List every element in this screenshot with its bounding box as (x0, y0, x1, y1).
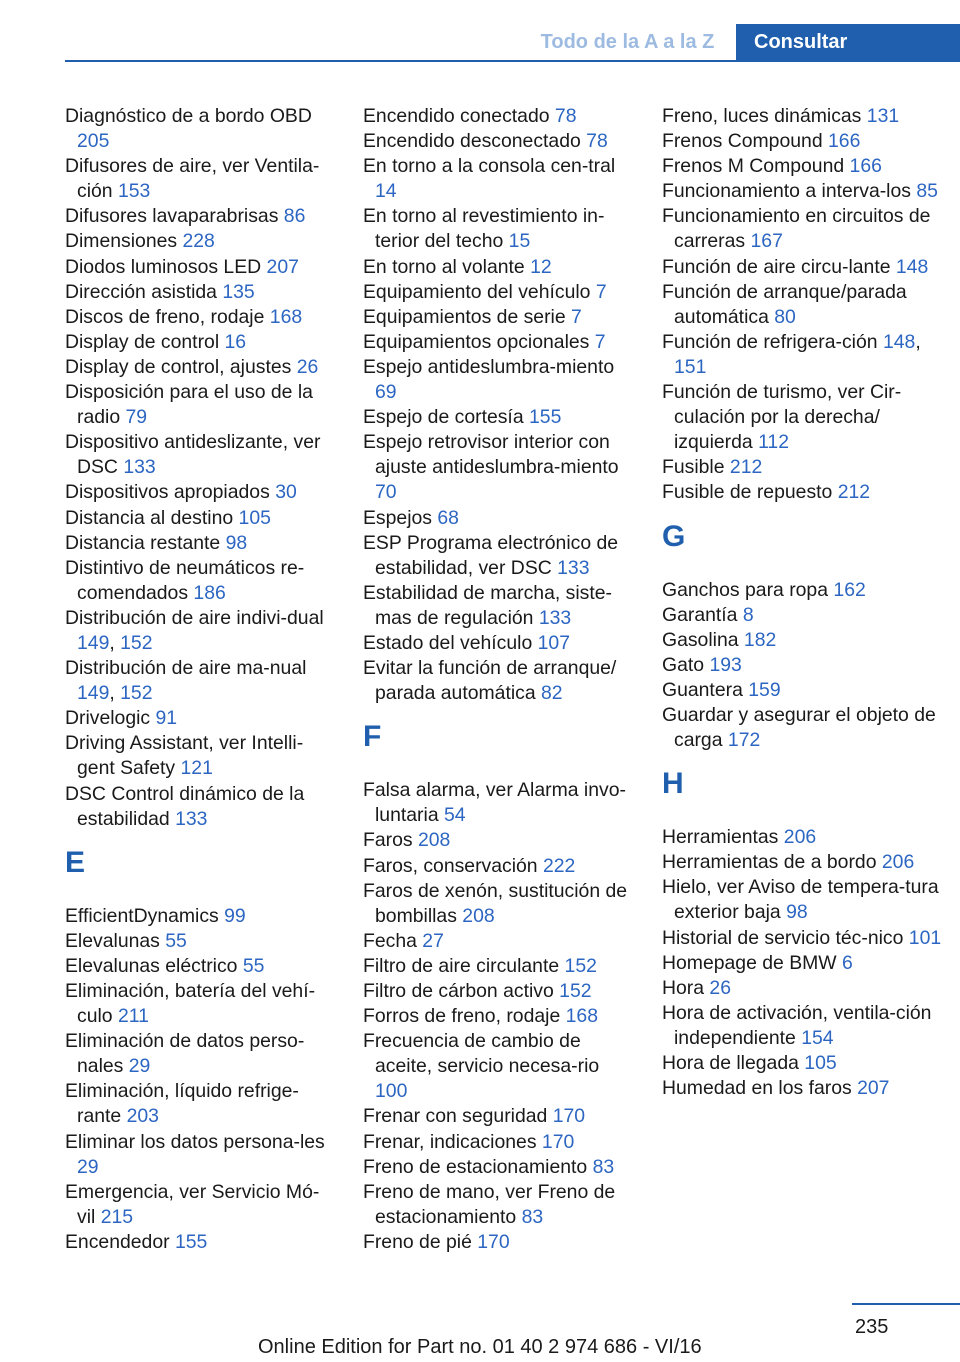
page-link[interactable]: 98 (786, 901, 808, 924)
page-link[interactable]: 206 (783, 826, 817, 849)
page-link[interactable]: 99 (224, 904, 246, 927)
index-entry (662, 179, 952, 204)
page-link[interactable]: 83 (521, 1205, 544, 1228)
index-term: Freno de estacionamiento (363, 1155, 593, 1178)
page-link[interactable]: 208 (417, 829, 451, 852)
index-term: Eliminar los datos persona-les (65, 1130, 325, 1153)
page-link[interactable]: 12 (530, 255, 552, 278)
page-link[interactable]: 166 (828, 130, 861, 153)
index-term: Función de turismo, ver Cir-culación por la derecha/ izquierda (662, 381, 902, 454)
index-term: Guantera (662, 678, 749, 701)
page-link[interactable]: 228 (182, 230, 215, 253)
index-entry (662, 603, 952, 628)
index-entry (363, 778, 633, 828)
page-link[interactable]: 205 (77, 130, 110, 153)
page-link[interactable]: 105 (238, 506, 271, 529)
page-link[interactable]: 98 (225, 531, 248, 554)
page-link[interactable]: 107 (537, 631, 570, 654)
page-link[interactable]: 78 (554, 105, 577, 127)
page-link[interactable]: 186 (193, 581, 226, 604)
page-link[interactable]: 80 (774, 305, 796, 328)
page-link[interactable]: 29 (128, 1055, 151, 1078)
page-link[interactable]: 148 (882, 330, 916, 353)
index-term: Elevalunas (65, 929, 166, 952)
page-link[interactable]: 208 (462, 904, 495, 927)
index-term: DSC Control dinámico de la estabilidad (65, 782, 305, 830)
index-entry (662, 204, 952, 254)
index-entry (65, 929, 337, 954)
index-entry (65, 979, 337, 1029)
page-link[interactable]: 82 (541, 682, 563, 705)
index-entry (65, 706, 337, 731)
index-entry (363, 656, 633, 706)
page-link[interactable]: 206 (881, 851, 915, 874)
section-letter: E (65, 845, 86, 879)
index-term: Frenos M Compound (662, 155, 850, 178)
index-entry (363, 954, 633, 979)
index-term: Dimensiones (65, 230, 183, 253)
index-entry (363, 581, 633, 631)
index-term: Faros, conservación (363, 854, 543, 877)
index-term: En torno al volante (363, 255, 531, 278)
footer-rule (852, 1303, 960, 1305)
index-entry (363, 255, 633, 280)
index-entry (65, 531, 337, 556)
index-term: Espejos (363, 506, 438, 529)
page-link[interactable]: 152 (559, 980, 592, 1002)
index-term: Encendido conectado (363, 105, 555, 127)
index-term: Distribución de aire ma-nual (65, 657, 307, 680)
index-entry (65, 204, 337, 229)
index-term: Herramientas (662, 826, 784, 849)
index-term: Frecuencia de cambio de aceite, servicio necesa-rio (363, 1030, 600, 1078)
tab-consultar[interactable]: Consultar (736, 24, 960, 60)
page-link[interactable]: 54 (444, 804, 466, 827)
page-link[interactable]: 207 (266, 255, 299, 278)
index-term: Drivelogic (65, 707, 156, 730)
page-link[interactable]: 70 (375, 481, 397, 504)
page-link[interactable]: 149 (77, 682, 110, 705)
index-term: Difusores de aire, ver Ventila-ción (65, 155, 320, 203)
index-entry (363, 330, 633, 355)
index-entry (65, 556, 337, 606)
index-entry (662, 1001, 952, 1051)
page-link[interactable]: 170 (541, 1130, 575, 1153)
index-entry (662, 578, 952, 603)
index-term: Encendido desconectado (363, 130, 587, 153)
index-entry (363, 929, 633, 954)
index-entry (363, 1029, 633, 1104)
index-term: Encendedor (65, 1230, 175, 1253)
page-link[interactable]: 105 (804, 1052, 837, 1074)
index-term: Faros de xenón, sustitución de bombillas (363, 879, 628, 927)
page-link[interactable]: 30 (275, 481, 297, 504)
index-term: Frenos Compound (662, 130, 828, 153)
index-entry (363, 355, 633, 405)
index-entry (662, 850, 952, 875)
page-link[interactable]: 151 (674, 355, 707, 378)
index-entry (662, 380, 952, 455)
page-link[interactable]: 193 (709, 653, 742, 676)
section-letter: H (662, 767, 684, 801)
page-link[interactable]: 155 (529, 406, 562, 429)
index-entry (363, 1155, 633, 1180)
page-link[interactable]: 207 (857, 1077, 890, 1100)
index-term: Gato (662, 653, 710, 676)
page-link[interactable]: 6 (841, 951, 853, 974)
index-term: Humedad en los faros (662, 1077, 858, 1100)
index-entry (65, 355, 337, 380)
page-link[interactable]: 159 (748, 678, 781, 701)
index-entry (65, 731, 337, 781)
index-entry (65, 330, 337, 355)
index-entry (65, 154, 337, 204)
index-entry (65, 229, 337, 254)
index-term: En torno a la consola cen-tral (363, 155, 616, 178)
index-term: Estabilidad de marcha, siste-mas de regulación (363, 581, 612, 629)
index-entry (363, 1004, 633, 1029)
index-term: Hielo, ver Aviso de tempera-tura exterior baja (662, 876, 939, 924)
index-entry (65, 954, 337, 979)
page-link[interactable]: 112 (758, 431, 789, 454)
page-link[interactable]: 68 (437, 506, 459, 529)
page-link[interactable]: 168 (565, 1005, 598, 1028)
index-term: Espejo de cortesía (363, 406, 529, 429)
page-link[interactable]: 168 (269, 305, 303, 328)
index-term: Forros de freno, rodaje (363, 1005, 566, 1028)
index-entry (363, 154, 633, 204)
index-term: Función de arranque/parada automática (662, 280, 907, 328)
page-link[interactable]: 78 (586, 130, 608, 153)
index-term: Historial de servicio téc-nico (662, 926, 909, 949)
index-column-1 (65, 104, 337, 1255)
page-link[interactable]: 7 (571, 305, 582, 328)
page-link[interactable]: 26 (709, 976, 731, 999)
index-entry (65, 480, 337, 505)
index-entry (65, 1180, 337, 1230)
index-entry (662, 628, 952, 653)
index-term: Diodos luminosos LED (65, 255, 267, 278)
index-term: Fecha (363, 929, 423, 952)
index-term: Fusible (662, 456, 730, 479)
page-link[interactable]: 153 (117, 180, 151, 203)
index-column-3 (662, 104, 952, 1101)
index-entry (65, 430, 337, 480)
page-link[interactable]: 149 (77, 631, 110, 654)
index-entry (363, 430, 633, 505)
index-entry (363, 854, 633, 879)
page-link[interactable]: 152 (120, 631, 153, 654)
page-link[interactable]: 166 (849, 155, 882, 178)
index-entry (363, 1230, 633, 1255)
index-entry (65, 782, 337, 832)
page-link[interactable]: 222 (542, 854, 576, 877)
index-term: Dirección asistida (65, 280, 223, 303)
header-rule (65, 60, 960, 62)
page-link[interactable]: 162 (833, 578, 866, 601)
index-column-2 (363, 104, 633, 1255)
page-link[interactable]: 152 (564, 954, 597, 977)
index-term: Distribución de aire indivi-dual (65, 606, 324, 629)
index-term: Diagnóstico de a bordo OBD (65, 105, 312, 127)
index-entry (662, 154, 952, 179)
index-entry (662, 129, 952, 154)
index-entry: Función de refrigera-ción 148, 151 (662, 330, 921, 378)
page-link[interactable]: 170 (552, 1105, 586, 1128)
index-term: Garantía (662, 603, 743, 626)
index-term: Homepage de BMW (662, 951, 842, 974)
page-link[interactable]: 172 (727, 729, 761, 752)
index-entry (65, 1029, 337, 1079)
page-link[interactable]: 79 (125, 406, 148, 429)
index-term: Display de control (65, 330, 225, 353)
index-entry (65, 280, 337, 305)
page-link[interactable]: 167 (750, 230, 783, 253)
index-term: Difusores lavaparabrisas (65, 205, 284, 228)
index-term: En torno al revestimiento in-terior del techo (363, 205, 605, 253)
page-link[interactable]: 27 (422, 929, 444, 952)
index-term: Ganchos para ropa (662, 578, 834, 601)
index-entry (65, 1079, 337, 1129)
page-link[interactable]: 86 (283, 205, 306, 228)
index-entry (662, 926, 952, 951)
index-entry (363, 204, 633, 254)
index-entry (662, 951, 952, 976)
page-link[interactable]: 101 (908, 926, 942, 949)
index-entry: Distribución de aire ma-nual 149, 152 (65, 657, 307, 705)
index-entry (662, 455, 952, 480)
page-link[interactable]: 7 (594, 330, 606, 353)
index-entry (363, 979, 633, 1004)
index-term: Freno de pié (363, 1230, 478, 1253)
index-entry (363, 1104, 633, 1129)
index-entry (363, 1130, 633, 1155)
index-entry (662, 1076, 952, 1101)
page-link[interactable]: 16 (224, 330, 247, 353)
index-entry (65, 380, 337, 430)
index-entry (65, 1230, 337, 1255)
index-entry (662, 825, 952, 850)
index-term: Filtro de cárbon activo (363, 980, 560, 1002)
page-link[interactable]: 152 (120, 682, 153, 705)
page-link[interactable]: 121 (180, 757, 213, 780)
index-term: Frenar con seguridad (363, 1105, 553, 1128)
index-term: Función de refrigera-ción (662, 330, 883, 353)
index-entry (662, 480, 952, 505)
page-number: 235 (855, 1316, 889, 1338)
index-term: Freno, luces dinámicas (662, 105, 867, 127)
index-entry (65, 305, 337, 330)
index-term: Distintivo de neumáticos re-comendados (65, 556, 305, 604)
index-term: Funcionamiento a interva-los (662, 180, 917, 203)
index-term: Disposición para el uso de la radio (65, 381, 313, 429)
page-link[interactable]: 170 (477, 1230, 510, 1253)
index-term: Equipamiento del vehículo (363, 280, 596, 303)
index-term: Dispositivo antideslizante, ver DSC (65, 431, 321, 479)
index-entry (363, 104, 633, 129)
page-link[interactable]: 154 (801, 1026, 834, 1049)
index-term: Dispositivos apropiados (65, 481, 276, 504)
index-entry (363, 506, 633, 531)
index-entry (662, 653, 952, 678)
index-term: Eliminación de datos perso-nales (65, 1030, 305, 1078)
index-term: Display de control, ajustes (65, 355, 297, 378)
index-term: Guardar y asegurar el objeto de carga (662, 703, 936, 752)
index-entry (363, 280, 633, 305)
index-entry (363, 1180, 633, 1230)
index-term: Emergencia, ver Servicio Mó-vil (65, 1180, 320, 1228)
page-link[interactable]: 69 (375, 381, 397, 404)
page-link[interactable]: 133 (538, 606, 572, 629)
index-entry (363, 879, 633, 929)
index-entry (363, 305, 633, 330)
index-term: Hora (662, 976, 710, 999)
index-entry (662, 976, 952, 1001)
index-term: EfficientDynamics (65, 904, 225, 927)
page-link[interactable]: 133 (175, 807, 208, 830)
page-link[interactable]: 133 (123, 456, 156, 479)
index-term: Equipamientos de serie (363, 305, 572, 328)
page-link[interactable]: 83 (592, 1155, 615, 1178)
index-term: Funcionamiento en circuitos de carreras (662, 205, 931, 253)
edition-footer: Online Edition for Part no. 01 40 2 974 686 - VI/16 (258, 1336, 702, 1358)
index-term: Frenar, indicaciones (363, 1130, 542, 1153)
nav-link-a-z[interactable]: Todo de la A a la Z (540, 31, 715, 53)
page-link[interactable]: 133 (557, 556, 590, 579)
index-entry (363, 531, 633, 581)
index-term: Hora de activación, ventila-ción independiente (662, 1001, 932, 1049)
index-term: Eliminación, líquido refrige-rante (65, 1080, 299, 1128)
page-link[interactable]: 29 (77, 1155, 99, 1178)
index-term: Eliminación, batería del vehí-culo (65, 980, 316, 1028)
index-term: Distancia restante (65, 531, 226, 554)
page-link[interactable]: 14 (375, 180, 397, 203)
index-entry (65, 904, 337, 929)
index-entry (662, 703, 952, 753)
page-link[interactable]: 212 (729, 456, 763, 479)
index-term: Elevalunas eléctrico (65, 954, 243, 977)
page-link[interactable]: 85 (916, 180, 938, 203)
page-link[interactable]: 8 (742, 603, 754, 626)
index-entry (363, 631, 633, 656)
index-entry (65, 1130, 337, 1180)
page-link[interactable]: 7 (595, 280, 607, 303)
index-entry (662, 255, 952, 280)
page-link[interactable]: 15 (508, 230, 531, 253)
index-entry (65, 104, 337, 154)
index-entry: Distribución de aire indivi-dual 149, 152 (65, 606, 324, 654)
page-link[interactable]: 55 (242, 954, 265, 977)
index-term: Función de aire circu-lante (662, 255, 896, 278)
index-term: Driving Assistant, ver Intelli-gent Safety (65, 732, 304, 780)
page-link[interactable]: 215 (100, 1205, 134, 1228)
page-link[interactable]: 182 (743, 628, 777, 651)
index-term: Equipamientos opcionales (363, 330, 595, 353)
page-link[interactable]: 211 (117, 1005, 149, 1028)
page-link[interactable]: 100 (375, 1080, 408, 1103)
index-term: Evitar la función de arranque/ parada automática (363, 657, 617, 705)
page-link[interactable]: 203 (126, 1105, 159, 1128)
index-term: Freno de mano, ver Freno de estacionamiento (363, 1180, 616, 1228)
page-link[interactable]: 55 (165, 929, 187, 952)
index-entry (363, 828, 633, 853)
page-link[interactable]: 131 (866, 105, 900, 127)
index-entry (65, 506, 337, 531)
section-letter: F (363, 720, 382, 754)
index-entry (662, 104, 952, 129)
index-term: Filtro de aire circulante (363, 954, 565, 977)
page-link[interactable]: 212 (837, 481, 871, 504)
index-term: Herramientas de a bordo (662, 851, 882, 874)
index-entry (662, 1051, 952, 1076)
index-entry (662, 875, 952, 925)
index-term: Fusible de repuesto (662, 481, 838, 504)
index-term: Discos de freno, rodaje (65, 305, 270, 328)
page-link[interactable]: 148 (895, 255, 929, 278)
index-term: Distancia al destino (65, 506, 239, 529)
page-link[interactable]: 26 (296, 355, 319, 378)
page-link[interactable]: 91 (155, 707, 178, 730)
index-entry (662, 678, 952, 703)
index-term: Espejo retrovisor interior con ajuste antideslumbra-miento (363, 431, 619, 479)
index-term: Falsa alarma, ver Alarma invo-luntaria (363, 779, 626, 827)
page-link[interactable]: 155 (174, 1230, 208, 1253)
index-term: Espejo antideslumbra-miento (363, 355, 615, 378)
section-letter: G (662, 519, 686, 553)
page-link[interactable]: 135 (222, 280, 255, 303)
index-term: Hora de llegada (662, 1052, 805, 1074)
index-entry (363, 405, 633, 430)
index-entry (662, 280, 952, 330)
index-term: Faros (363, 829, 418, 852)
index-term: Estado del vehículo (363, 631, 538, 654)
index-entry (65, 255, 337, 280)
index-term: ESP Programa electrónico de estabilidad, ver DSC (363, 531, 619, 579)
index-entry (363, 129, 633, 154)
index-term: Gasolina (662, 628, 744, 651)
